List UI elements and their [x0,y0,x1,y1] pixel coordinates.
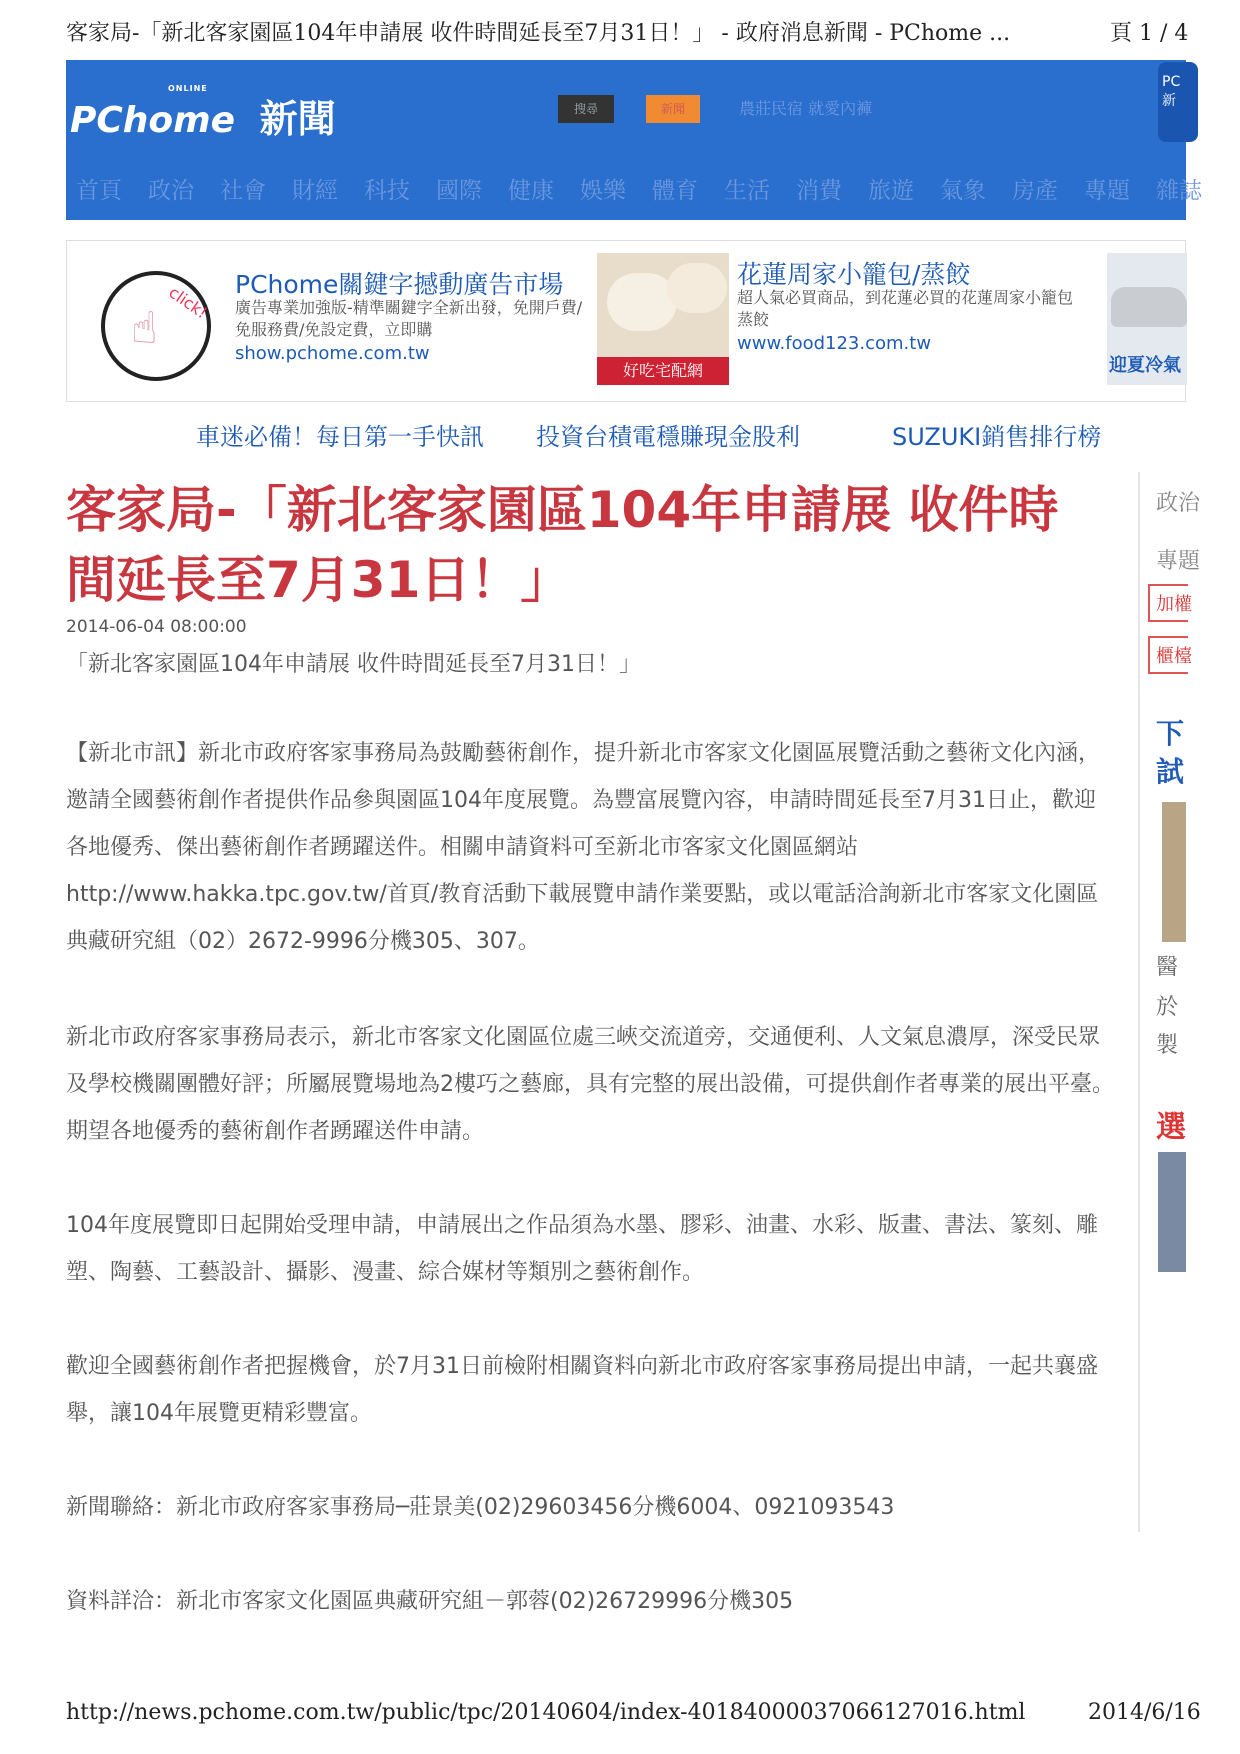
sidebar-text: 於 [1156,995,1179,1020]
nav-item[interactable]: 旅遊 [868,178,914,204]
ad-banner [66,240,1186,402]
nav-item[interactable]: 體育 [652,178,698,204]
article-headline: 客家局-「新北客家園區104年申請展 收件時間延長至7月31日！」 [66,481,1059,609]
click-hand-icon[interactable] [101,271,211,381]
car-icon [1111,287,1187,327]
sidebar-election-heading: 選 [1156,1110,1186,1145]
header-side-tile[interactable]: PC 新 [1158,62,1198,142]
sidebar-tab-taiex[interactable]: 加權 [1156,594,1192,615]
nav-item[interactable]: 專題 [1084,178,1130,204]
sidebar-heading: 下 [1156,717,1185,750]
nav-item[interactable]: 財經 [292,178,338,204]
ad2-description: 超人氣必買商品，到花蓮必買的花蓮周家小籠包蒸餃 [737,288,1074,329]
ad2-title[interactable]: 花蓮周家小籠包/蒸餃 [737,260,971,289]
sidebar-text: 製 [1156,1033,1179,1058]
logo-news-text: 新聞 [259,97,336,141]
nav-item[interactable]: 生活 [724,178,770,204]
dumpling-image[interactable] [597,253,729,385]
sidebar-divider [1138,472,1140,1532]
hand-pointer-icon: ☝ [131,303,158,354]
press-contact: 新聞聯絡：新北市政府客家事務局─莊景美(02)29603456分機6004、0921093543 [66,1495,895,1520]
site-logo[interactable] [70,84,336,143]
article-paragraph: 歡迎全國藝術創作者把握機會，於7月31日前檢附相關資料向新北市政府客家事務局提出申請，一起共襄盛舉，讓104年展覽更精彩豐富。 [66,1354,1098,1426]
car-ad-image[interactable] [1107,253,1187,385]
print-header-title: 客家局-「新北客家園區104年申請展 收件時間延長至7月31日！」 - 政府消息新聞 - PChome ... [66,21,1011,46]
header-promo-link[interactable]: 農莊民宿 就愛內褲 [739,99,873,118]
right-sidebar [1138,472,1201,1532]
sidebar-tab-otc[interactable]: 櫃檯 [1156,646,1192,667]
nav-item[interactable]: 政治 [148,178,194,204]
print-footer-url: http://news.pchome.com.tw/public/tpc/20140604/index-40184000037066127016.html [66,1700,1026,1725]
main-nav [76,172,1228,205]
nav-item[interactable]: 科技 [364,178,410,204]
logo-text: PChome [70,100,236,141]
search-button[interactable]: 搜尋 [558,95,614,123]
ad1-description: 廣告專業加強版-精準關鍵字全新出發，免開戶費/免服務費/免設定費，立即購 [235,298,583,339]
ad2-image-label: 好吃宅配網 [597,357,729,385]
print-footer-date: 2014/6/16 [1088,1700,1201,1725]
sponsored-link-1[interactable]: 車迷必備！每日第一手快訊 [196,423,484,451]
bun-shape [607,273,677,331]
article-paragraph: 【新北市訊】新北市政府客家事務局為鼓勵藝術創作，提升新北市客家文化園區展覽活動之藝術文化內涵，邀請全國藝術創作者提供作品參與園區104年度展覽。為豐富展覽內容，申請時間延長至7月31日止，歡迎各地優秀、傑出藝術創作者踴躍送件。相關申請資料可至新北市客家文化園區網站http://www.hakka.tpc.gov.tw/首頁/教育活動下載展覽申請作業要點，或以電話洽詢新北市客家文化園區典藏研究組（02）2672-9996分機305、307。 [66,741,1101,954]
nav-item[interactable]: 娛樂 [580,178,626,204]
site-header [66,60,1202,220]
bun-shape [667,263,727,313]
sidebar-heading: 試 [1156,755,1185,788]
sidebar-image[interactable] [1162,802,1186,942]
article-subtitle: 「新北客家園區104年申請展 收件時間延長至7月31日！」 [66,652,641,677]
news-button[interactable]: 新聞 [646,95,700,123]
nav-item[interactable]: 健康 [508,178,554,204]
sidebar-tab-politics[interactable]: 政治 [1156,491,1201,516]
logo-online-text: ONLINE [168,84,208,93]
nav-item[interactable]: 氣象 [940,178,986,204]
sponsored-link-3[interactable]: SUZUKI銷售排行榜 [892,423,1102,451]
print-page-number: 頁 1 / 4 [1110,21,1189,46]
ad1-title[interactable]: PChome關鍵字撼動廣告市場 [235,270,564,299]
sidebar-photo[interactable] [1158,1152,1186,1272]
nav-item[interactable]: 社會 [220,178,266,204]
article-paragraph: 104年度展覽即日起開始受理申請，申請展出之作品須為水墨、膠彩、油畫、水彩、版畫、書法、篆刻、雕塑、陶藝、工藝設計、攝影、漫畫、綜合媒材等類別之藝術創作。 [66,1213,1098,1285]
sidebar-text: 醫 [1156,955,1179,980]
nav-item[interactable]: 首頁 [76,178,122,204]
nav-item[interactable]: 房產 [1012,178,1058,204]
article-timestamp: 2014-06-04 08:00:00 [66,617,247,637]
info-contact: 資料詳洽：新北市客家文化園區典藏研究組－郭蓉(02)26729996分機305 [66,1589,794,1614]
ad2-url[interactable]: www.food123.com.tw [737,333,932,354]
sponsored-link-2[interactable]: 投資台積電穩賺現金股利 [536,423,800,451]
article-paragraph: 新北市政府客家事務局表示，新北市客家文化園區位處三峽交流道旁，交通便利、人文氣息濃厚，深受民眾及學校機關團體好評；所屬展覽場地為2樓巧之藝廊，具有完整的展出設備，可提供創作者專業的展出平臺。期望各地優秀的藝術創作者踴躍送件申請。 [66,1025,1115,1144]
ad1-url[interactable]: show.pchome.com.tw [235,343,430,364]
nav-item[interactable]: 消費 [796,178,842,204]
click-icon-text: click! [165,282,211,323]
ad3-label: 迎夏冷氣 [1109,355,1181,376]
nav-item[interactable]: 雜誌 [1156,178,1202,204]
sidebar-tab-topics[interactable]: 專題 [1156,549,1201,574]
nav-item[interactable]: 國際 [436,178,482,204]
